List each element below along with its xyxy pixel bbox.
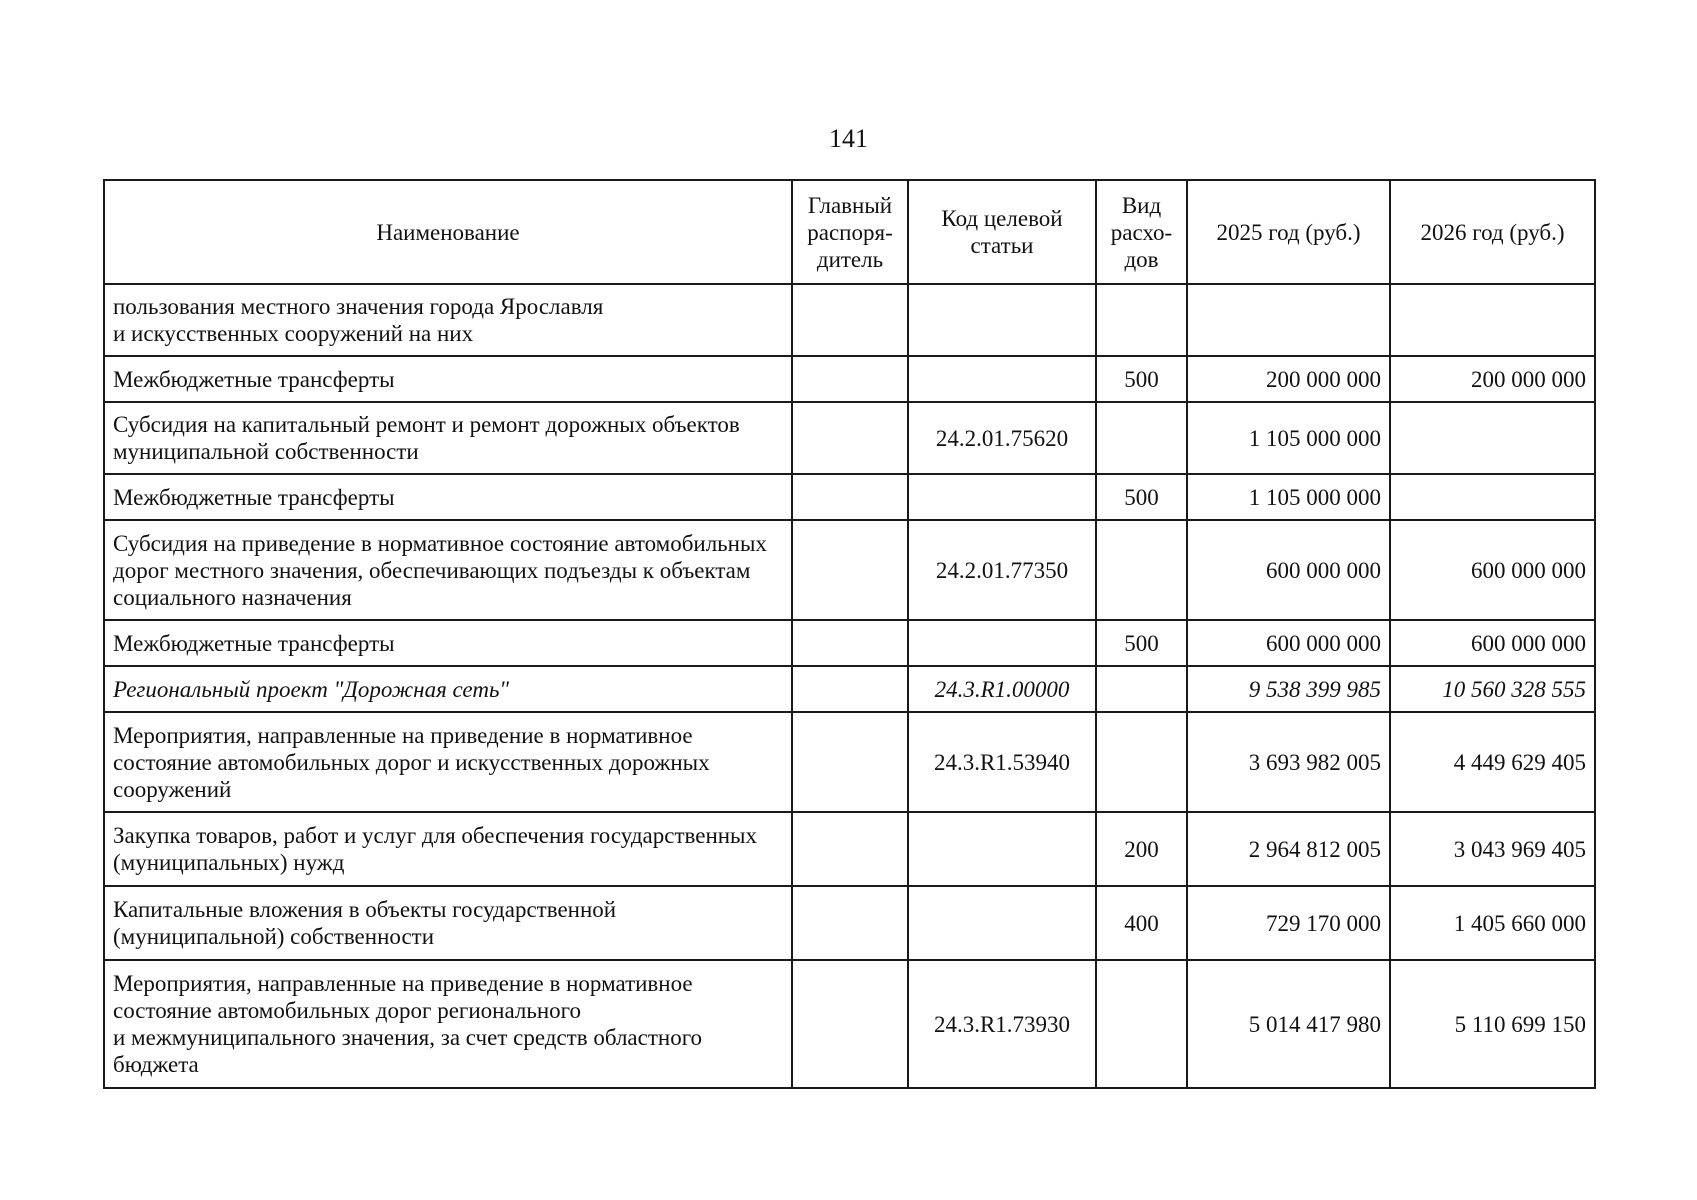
- row-label: Межбюджетные трансферты: [113, 630, 395, 656]
- cell-2026: 1 405 660 000: [1390, 886, 1595, 960]
- cell-2025: 729 170 000: [1187, 886, 1390, 960]
- cell-name: [104, 886, 792, 960]
- cell-name: [104, 402, 792, 474]
- table-body: [104, 284, 1595, 1088]
- cell-vid: 400: [1096, 886, 1187, 960]
- row-label: Межбюджетные трансферты: [113, 484, 395, 510]
- table-row: [104, 620, 1595, 666]
- cell-vid: 200: [1096, 812, 1187, 886]
- cell-2026: 4 449 629 405: [1390, 712, 1595, 812]
- cell-admin: [792, 812, 908, 886]
- cell-admin: [792, 356, 908, 402]
- cell-admin: [792, 402, 908, 474]
- cell-2025: 200 000 000: [1187, 356, 1390, 402]
- header-code: Код целевой статьи: [908, 180, 1096, 284]
- cell-admin: [792, 960, 908, 1088]
- cell-code: 24.2.01.77350: [908, 520, 1096, 620]
- cell-vid: [1096, 712, 1187, 812]
- table-row: [104, 356, 1595, 402]
- cell-name: [104, 356, 792, 402]
- header-vid: Вид расхо-дов: [1096, 180, 1187, 284]
- cell-2025: 600 000 000: [1187, 520, 1390, 620]
- cell-2026: [1390, 402, 1595, 474]
- cell-vid: 500: [1096, 620, 1187, 666]
- cell-2025: 9 538 399 985: [1187, 666, 1390, 712]
- cell-name: [104, 666, 792, 712]
- budget-table: [103, 179, 1596, 1089]
- row-label: Закупка товаров, работ и услуг для обеспечения государственных (муниципальных) нужд: [113, 823, 758, 875]
- cell-vid: [1096, 402, 1187, 474]
- cell-code: 24.3.R1.73930: [908, 960, 1096, 1088]
- cell-2025: 1 105 000 000: [1187, 474, 1390, 520]
- cell-admin: [792, 886, 908, 960]
- table-row: [104, 474, 1595, 520]
- cell-2025: 5 014 417 980: [1187, 960, 1390, 1088]
- cell-2025: [1187, 284, 1390, 356]
- table-row: [104, 666, 1595, 712]
- cell-admin: [792, 712, 908, 812]
- cell-2025: 2 964 812 005: [1187, 812, 1390, 886]
- cell-2026: 10 560 328 555: [1390, 666, 1595, 712]
- table-row: [104, 284, 1595, 356]
- row-label: Капитальные вложения в объекты государственной (муниципальной) собственности: [113, 897, 617, 949]
- cell-name: [104, 520, 792, 620]
- cell-2026: 200 000 000: [1390, 356, 1595, 402]
- cell-code: [908, 356, 1096, 402]
- row-label: Мероприятия, направленные на приведение в нормативное состояние автомобильных дорог регионального и межмуниципального значения, за счет средств областного бюджета: [113, 971, 703, 1077]
- cell-code: [908, 474, 1096, 520]
- row-label: Региональный проект "Дорожная сеть": [113, 676, 510, 702]
- row-label: Субсидия на приведение в нормативное состояние автомобильных дорог местного значения, обеспечивающих подъезды к объектам социального назначения: [113, 530, 767, 610]
- table-row: [104, 402, 1595, 474]
- header-2026: 2026 год (руб.): [1390, 180, 1595, 284]
- cell-2025: 600 000 000: [1187, 620, 1390, 666]
- cell-admin: [792, 520, 908, 620]
- page-number: 141: [829, 124, 868, 153]
- cell-2026: 5 110 699 150: [1390, 960, 1595, 1088]
- cell-vid: [1096, 520, 1187, 620]
- cell-vid: [1096, 960, 1187, 1088]
- cell-code: [908, 620, 1096, 666]
- cell-name: [104, 960, 792, 1088]
- cell-admin: [792, 474, 908, 520]
- header-2025: 2025 год (руб.): [1187, 180, 1390, 284]
- cell-code: [908, 812, 1096, 886]
- cell-name: [104, 620, 792, 666]
- cell-name: [104, 284, 792, 356]
- cell-admin: [792, 666, 908, 712]
- cell-vid: 500: [1096, 356, 1187, 402]
- row-label: пользования местного значения города Ярославля и искусственных сооружений на них: [113, 294, 604, 346]
- cell-code: [908, 284, 1096, 356]
- table-row: [104, 520, 1595, 620]
- cell-name: [104, 712, 792, 812]
- cell-code: 24.3.R1.00000: [908, 666, 1096, 712]
- row-label: Межбюджетные трансферты: [113, 366, 395, 392]
- cell-2025: 1 105 000 000: [1187, 402, 1390, 474]
- cell-vid: [1096, 284, 1187, 356]
- cell-code: [908, 886, 1096, 960]
- cell-admin: [792, 284, 908, 356]
- cell-2026: 600 000 000: [1390, 520, 1595, 620]
- cell-2026: 600 000 000: [1390, 620, 1595, 666]
- row-label: Субсидия на капитальный ремонт и ремонт дорожных объектов муниципальной собственности: [113, 412, 740, 464]
- cell-2025: 3 693 982 005: [1187, 712, 1390, 812]
- row-label: Мероприятия, направленные на приведение в нормативное состояние автомобильных дорог и искусственных дорожных сооружений: [113, 722, 710, 802]
- cell-name: [104, 812, 792, 886]
- cell-code: 24.2.01.75620: [908, 402, 1096, 474]
- table-header-row: [104, 180, 1595, 284]
- cell-code: 24.3.R1.53940: [908, 712, 1096, 812]
- table-row: [104, 960, 1595, 1088]
- header-admin: Главный распоря-дитель: [792, 180, 908, 284]
- cell-2026: [1390, 284, 1595, 356]
- cell-name: [104, 474, 792, 520]
- table-row: [104, 886, 1595, 960]
- cell-admin: [792, 620, 908, 666]
- header-name: Наименование: [104, 180, 792, 284]
- table-row: [104, 712, 1595, 812]
- cell-vid: 500: [1096, 474, 1187, 520]
- table-row: [104, 812, 1595, 886]
- cell-2026: 3 043 969 405: [1390, 812, 1595, 886]
- cell-vid: [1096, 666, 1187, 712]
- cell-2026: [1390, 474, 1595, 520]
